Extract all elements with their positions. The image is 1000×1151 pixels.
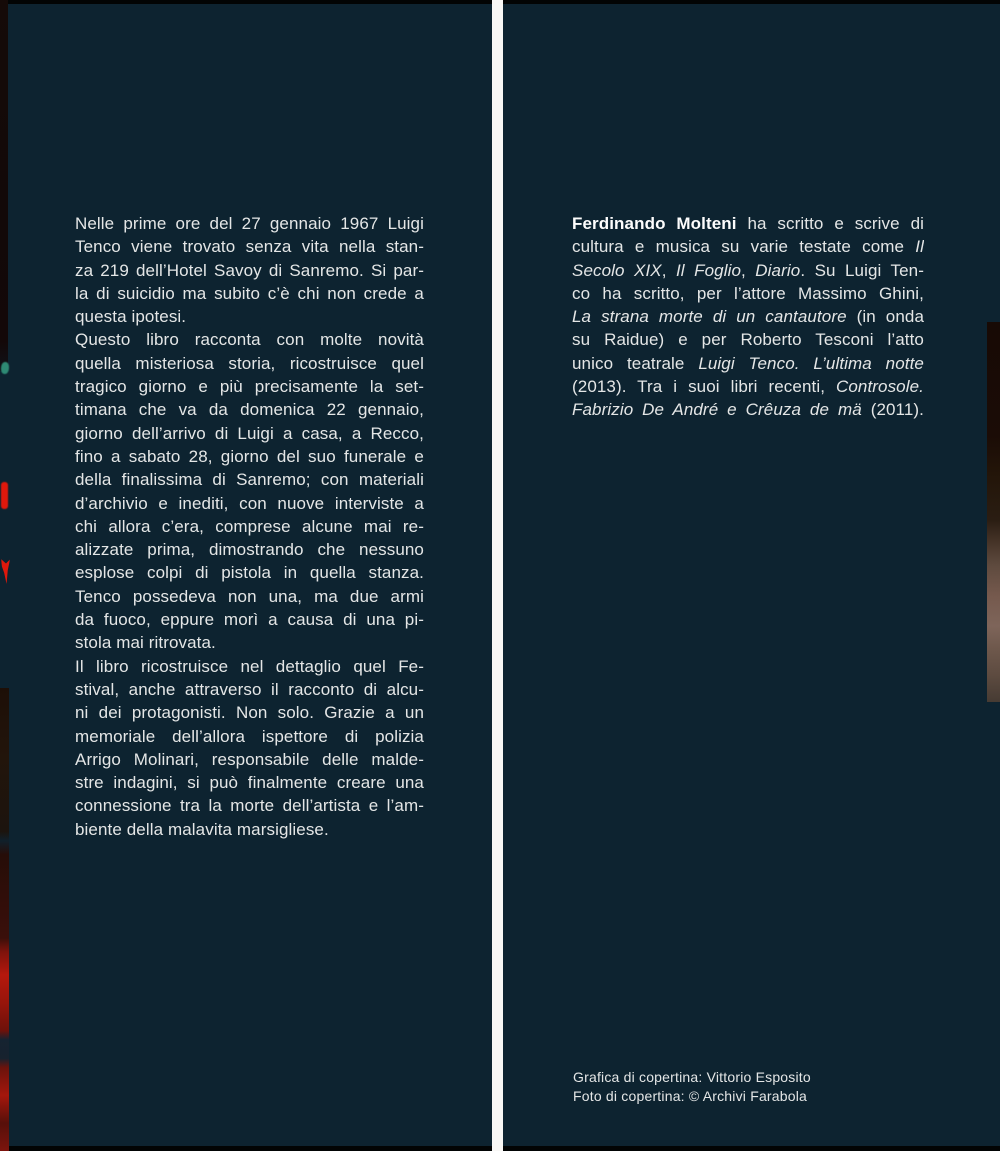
author-bio-text xyxy=(572,212,924,422)
text-line: stre indagini, si può finalmente creare una xyxy=(75,773,424,793)
text-segment: (2011). xyxy=(861,400,924,420)
cover-credits xyxy=(573,1068,973,1105)
text-segment: Luigi Tenco. L’ultima notte xyxy=(698,353,924,373)
text-line: za 219 dell’Hotel Savoy di Sanremo. Si par- xyxy=(75,260,424,280)
text-segment: La strana morte di un cantautore xyxy=(572,307,847,327)
text-line xyxy=(572,235,924,258)
text-line: Tenco possedeva non una, ma due armi xyxy=(75,586,424,606)
text-line: timana che va da domenica 22 gennaio, xyxy=(75,400,424,420)
right-flap xyxy=(503,0,1000,1151)
text-line: stival, anche attraverso il racconto di alcu- xyxy=(75,679,424,699)
text-line: Tenco viene trovato senza vita nella stan- xyxy=(75,237,424,257)
text-line: da fuoco, eppure morì a causa di una pi- xyxy=(75,610,424,630)
text-line: esplose colpi di pistola in quella stanza. xyxy=(75,563,424,583)
text-line xyxy=(572,212,924,235)
text-segment: (2013). Tra i suoi libri recenti, xyxy=(572,377,836,397)
left-flap xyxy=(0,0,492,1151)
text-segment: Fabrizio De André e Crêuza de mä xyxy=(572,400,862,420)
teal-fleck-decoration xyxy=(1,362,9,374)
cover-photo-bleed-left-bottom xyxy=(0,688,9,1151)
text-line xyxy=(572,259,924,282)
text-segment: Controsole. xyxy=(835,377,924,397)
text-segment: su Raidue) e per Roberto Tesconi l’atto xyxy=(572,330,924,350)
text-segment: ha scritto e scrive di xyxy=(736,214,924,233)
text-segment: , xyxy=(661,260,676,280)
text-line: d’archivio e inediti, con nuove interviste a xyxy=(75,493,424,513)
text-segment: Secolo XIX xyxy=(572,260,662,280)
text-segment: (in onda xyxy=(846,307,924,327)
text-line: la di suicidio ma subito c’è chi non crede a xyxy=(75,283,424,303)
text-segment: Il Foglio xyxy=(675,260,742,280)
red-fleck-decoration xyxy=(1,482,8,509)
cover-photo-bleed-right xyxy=(987,322,1000,702)
text-line xyxy=(572,305,924,328)
author-name: Ferdinando Molteni xyxy=(572,214,737,233)
text-line xyxy=(572,282,924,305)
text-line xyxy=(572,398,924,421)
text-line: memoriale dell’allora ispettore di polizia xyxy=(75,726,424,746)
credit-graphics-line: Grafica di copertina: Vittorio Esposito xyxy=(573,1069,811,1085)
text-segment: co ha scritto, per l’attore Massimo Ghini, xyxy=(572,283,924,303)
text-line xyxy=(572,375,924,398)
text-line: Il libro ricostruisce nel dettaglio quel Fe- xyxy=(75,656,424,676)
text-segment: unico teatrale xyxy=(572,353,699,373)
text-segment: Il xyxy=(915,237,924,257)
text-line xyxy=(572,352,924,375)
text-line: questa ipotesi. xyxy=(75,307,187,327)
text-line xyxy=(572,328,924,351)
flap-fold-divider xyxy=(492,0,503,1151)
text-line: fino a sabato 28, giorno del suo funerale e xyxy=(75,446,424,466)
text-line: Arrigo Molinari, responsabile delle malde- xyxy=(75,749,424,769)
text-line: alizzate prima, dimostrando che nessuno xyxy=(75,540,424,560)
text-line: della finalissima di Sanremo; con materiali xyxy=(75,470,424,490)
text-segment: , xyxy=(741,260,756,280)
text-line: quella misteriosa storia, ricostruisce quel xyxy=(75,353,424,373)
credit-photo-line: Foto di copertina: © Archivi Farabola xyxy=(573,1087,808,1104)
text-line: giorno dell’arrivo di Luigi a casa, a Recco, xyxy=(75,423,424,443)
text-segment: Diario xyxy=(755,260,801,280)
text-line: Questo libro racconta con molte novità xyxy=(75,330,424,350)
text-line: biente della malavita marsigliese. xyxy=(75,819,329,839)
text-line: tragico giorno e più precisamente la set- xyxy=(75,377,424,397)
text-segment: cultura e musica su varie testate come xyxy=(572,237,916,257)
text-line: ni dei protagonisti. Non solo. Grazie a un xyxy=(75,703,424,723)
text-line: chi allora c’era, comprese alcune mai re- xyxy=(75,516,424,536)
synopsis-text xyxy=(75,212,424,841)
cover-photo-bleed-left-top xyxy=(0,0,8,371)
text-line: connessione tra la morte dell’artista e l’am- xyxy=(75,796,424,816)
text-line: stola mai ritrovata. xyxy=(75,633,216,653)
text-segment: . Su Luigi Ten- xyxy=(800,260,924,280)
text-line: Nelle prime ore del 27 gennaio 1967 Luigi xyxy=(75,214,424,233)
